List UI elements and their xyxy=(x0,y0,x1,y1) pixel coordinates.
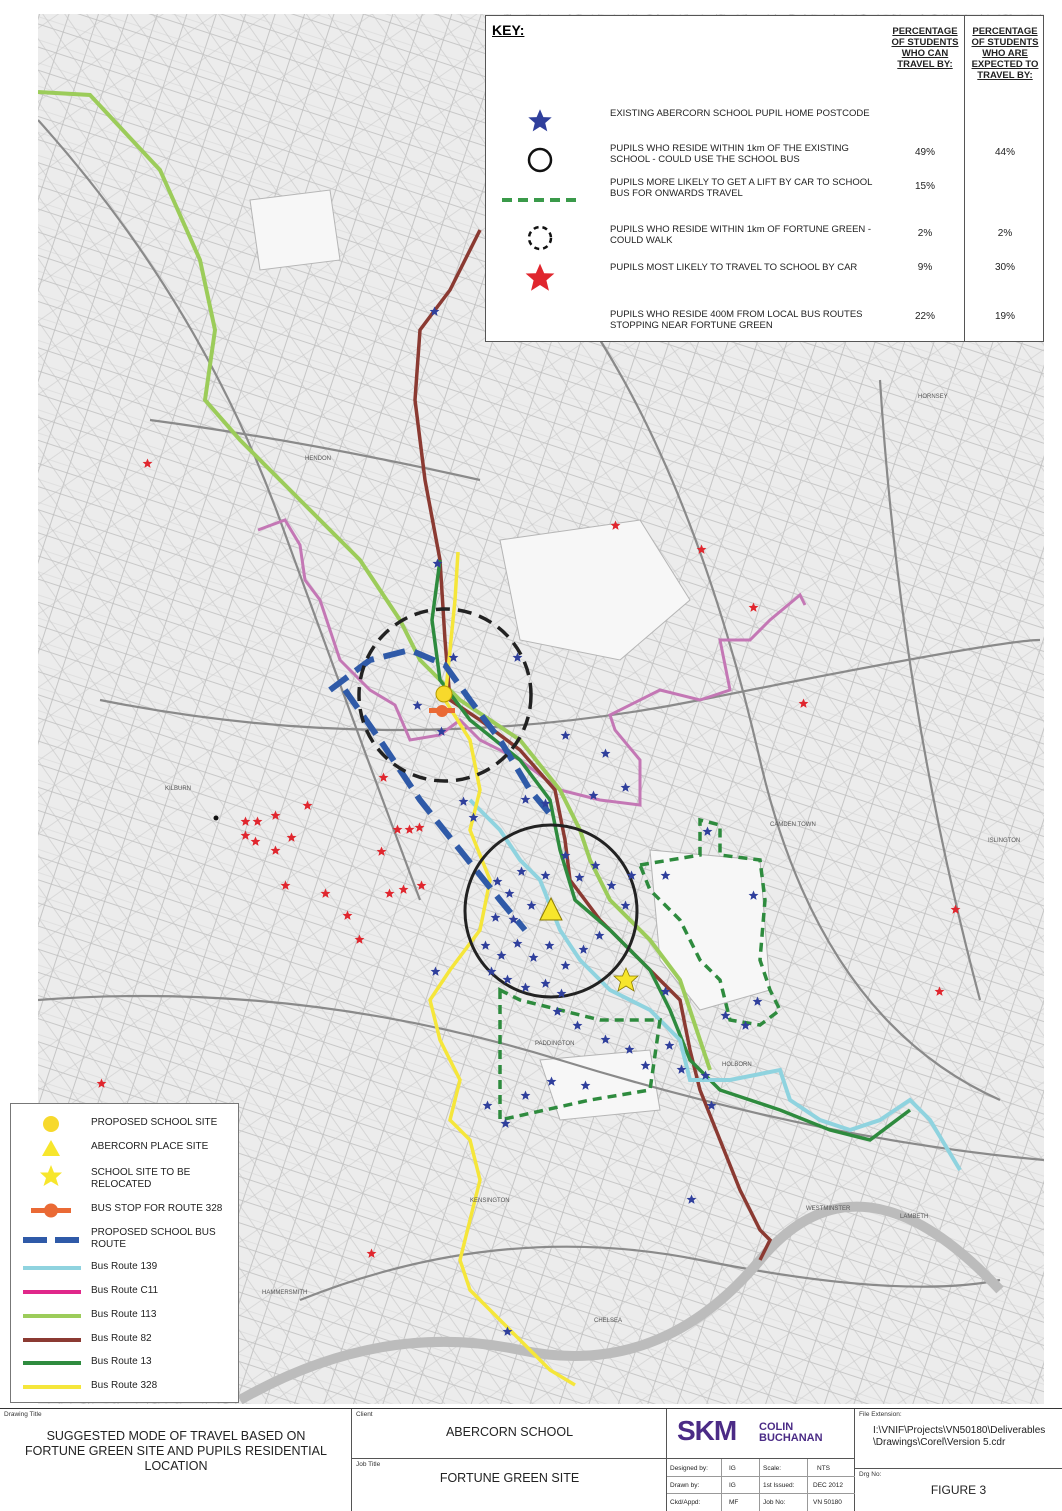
legend-proposed-school-site xyxy=(11,1113,240,1135)
label-kilburn: KILBURN xyxy=(165,786,192,792)
key-row-text: PUPILS WHO RESIDE WITHIN 1km OF THE EXISTING SCHOOL - COULD USE THE SCHOOL BUS xyxy=(610,143,849,165)
route-328-line-icon xyxy=(21,1376,81,1398)
ckd-value: MF xyxy=(729,1499,739,1506)
legend-label: Bus Route 139 xyxy=(91,1261,158,1272)
label-hendon: HENDON xyxy=(305,456,332,462)
key-pct-can: 9% xyxy=(917,262,933,273)
job-title-label: Job Title xyxy=(356,1461,381,1468)
label-islington: ISLINGTON xyxy=(988,838,1021,844)
route-82-line-icon xyxy=(21,1329,81,1351)
drawn-by-label: Drawn by: xyxy=(670,1482,700,1489)
label-westminster: WESTMINSTER xyxy=(806,1206,851,1212)
blue-dashed-route-icon xyxy=(21,1229,81,1251)
route-c11-line-icon xyxy=(21,1281,81,1303)
drg-no-cell xyxy=(855,1469,1062,1511)
label-hammersmith: HAMMERSMITH xyxy=(262,1290,308,1296)
legend-bus-route-139 xyxy=(11,1257,240,1279)
client-cell xyxy=(352,1409,667,1459)
proposed-school-site-marker xyxy=(436,686,452,702)
logo-sub1: COLIN xyxy=(759,1421,794,1433)
file-extension-cell xyxy=(855,1409,1062,1469)
legend-label: Bus Route 328 xyxy=(91,1380,158,1391)
legend-label: Bus Route 113 xyxy=(91,1309,157,1320)
client-name: ABERCORN SCHOOL xyxy=(445,1425,574,1439)
legend-bus-route-113 xyxy=(11,1305,240,1327)
black-dot-marker xyxy=(214,816,219,821)
key-row-text: PUPILS MORE LIKELY TO GET A LIFT BY CAR TO SCHOOL BUS FOR ONWARDS TRAVEL xyxy=(610,177,873,199)
key-row-text: PUPILS WHO RESIDE WITHIN 1km OF FORTUNE GREEN - COULD WALK xyxy=(610,224,872,246)
key-panel xyxy=(485,15,1044,342)
legend-label: Bus Route 13 xyxy=(91,1356,152,1367)
key-row-car-travel xyxy=(486,262,1043,302)
label-camden-town: CAMDEN TOWN xyxy=(770,822,816,828)
legend-abercorn-place-site xyxy=(11,1137,240,1159)
key-row-fortune-green-walk xyxy=(486,224,1043,264)
job-title: FORTUNE GREEN SITE xyxy=(439,1471,580,1485)
key-col-expected-header: PERCENTAGE OF STUDENTS WHO ARE EXPECTED TO TRAVEL BY: xyxy=(971,26,1039,81)
key-pct-can: 49% xyxy=(914,147,935,158)
red-star-icon xyxy=(522,261,558,295)
logo-sub2: BUCHANAN xyxy=(759,1432,823,1444)
blue-star-icon xyxy=(522,104,558,138)
legend-panel xyxy=(10,1103,239,1403)
job-no-label: Job No: xyxy=(763,1499,786,1506)
drawing-title: SUGGESTED MODE OF TRAVEL BASED ON FORTUNE GREEN SITE AND PUPILS RESIDENTIAL LOCATION xyxy=(25,1429,327,1473)
legend-bus-route-82 xyxy=(11,1329,240,1351)
drawing-title-label: Drawing Title xyxy=(4,1411,42,1418)
key-col-can-header: PERCENTAGE OF STUDENTS WHO CAN TRAVEL BY: xyxy=(891,26,959,70)
key-pct-expected: 44% xyxy=(994,147,1015,158)
yellow-star-icon xyxy=(21,1165,81,1187)
key-row-local-bus xyxy=(486,309,1043,349)
designed-by-label: Designed by: xyxy=(670,1465,708,1472)
key-pct-can: 22% xyxy=(914,311,935,322)
legend-label: BUS STOP FOR ROUTE 328 xyxy=(91,1203,223,1214)
label-holborn: HOLBORN xyxy=(722,1062,752,1068)
route-139-line-icon xyxy=(21,1257,81,1279)
legend-label: SCHOOL SITE TO BE RELOCATED xyxy=(91,1167,191,1190)
key-pct-expected: 19% xyxy=(994,311,1015,322)
key-pct-expected: 30% xyxy=(994,262,1015,273)
legend-label: PROPOSED SCHOOL BUS ROUTE xyxy=(91,1227,216,1250)
ckd-label: Ckd/Appd: xyxy=(670,1499,701,1506)
meta-grid xyxy=(667,1459,855,1511)
drawing-title-cell xyxy=(0,1409,352,1511)
label-kensington: KENSINGTON xyxy=(470,1198,510,1204)
dashed-circle-icon xyxy=(522,221,558,255)
drawn-by-value: IG xyxy=(729,1482,736,1489)
job-no-value: VN 50180 xyxy=(813,1499,842,1506)
label-chelsea: CHELSEA xyxy=(594,1318,623,1324)
orange-bus-stop-icon xyxy=(21,1199,81,1221)
legend-bus-route-c11 xyxy=(11,1281,240,1303)
first-issued-label: 1st Issued: xyxy=(763,1482,795,1489)
key-row-text: EXISTING ABERCORN SCHOOL PUPIL HOME POSTCODE xyxy=(610,108,870,119)
legend-label: PROPOSED SCHOOL SITE xyxy=(91,1117,218,1128)
logo-cell xyxy=(667,1409,855,1459)
key-row-pupil-postcode xyxy=(486,108,1043,148)
legend-proposed-school-bus-route xyxy=(11,1225,240,1253)
figure-number: FIGURE 3 xyxy=(930,1483,987,1497)
yellow-triangle-icon xyxy=(21,1137,81,1159)
legend-school-site-relocated xyxy=(11,1165,240,1193)
key-pct-can: 15% xyxy=(914,181,935,192)
key-pct-expected: 2% xyxy=(997,228,1013,239)
key-row-car-lift xyxy=(486,177,1043,217)
legend-bus-stop-328 xyxy=(11,1199,240,1221)
key-row-text: PUPILS MOST LIKELY TO TRAVEL TO SCHOOL BY CAR xyxy=(610,262,858,273)
scale-label: Scale: xyxy=(763,1465,782,1472)
label-paddington: PADDINGTON xyxy=(535,1041,575,1047)
first-issued-value: DEC 2012 xyxy=(813,1482,843,1489)
drg-no-label: Drg No: xyxy=(859,1471,882,1478)
designed-by-value: IG xyxy=(729,1465,736,1472)
legend-label: ABERCORN PLACE SITE xyxy=(91,1141,209,1152)
scale-value: NTS xyxy=(817,1465,830,1472)
file-path: I:\VNIF\Projects\VN50180\Deliverables\Drawings\Corel\Version 5.cdr xyxy=(873,1425,1046,1448)
route-13-line-icon xyxy=(21,1352,81,1374)
label-hornsey: HORNSEY xyxy=(918,394,948,400)
label-lambeth: LAMBETH xyxy=(900,1214,929,1220)
black-circle-icon xyxy=(522,143,558,177)
legend-bus-route-328 xyxy=(11,1376,240,1398)
legend-label: Bus Route C11 xyxy=(91,1285,159,1296)
legend-bus-route-13 xyxy=(11,1352,240,1374)
file-extension-label: File Extension: xyxy=(859,1411,902,1418)
job-title-cell xyxy=(352,1459,667,1511)
title-block xyxy=(0,1408,1062,1511)
route-113-line-icon xyxy=(21,1305,81,1327)
skm-logo: SKM xyxy=(677,1415,737,1446)
key-pct-can: 2% xyxy=(917,228,933,239)
green-dashed-line-icon xyxy=(500,183,580,217)
key-row-text: PUPILS WHO RESIDE 400M FROM LOCAL BUS ROUTES STOPPING NEAR FORTUNE GREEN xyxy=(610,309,863,331)
legend-label: Bus Route 82 xyxy=(91,1333,152,1344)
client-label: Client xyxy=(356,1411,373,1418)
yellow-circle-icon xyxy=(21,1113,81,1135)
key-title: KEY: xyxy=(492,22,525,38)
colin-buchanan-logo xyxy=(759,1422,823,1444)
